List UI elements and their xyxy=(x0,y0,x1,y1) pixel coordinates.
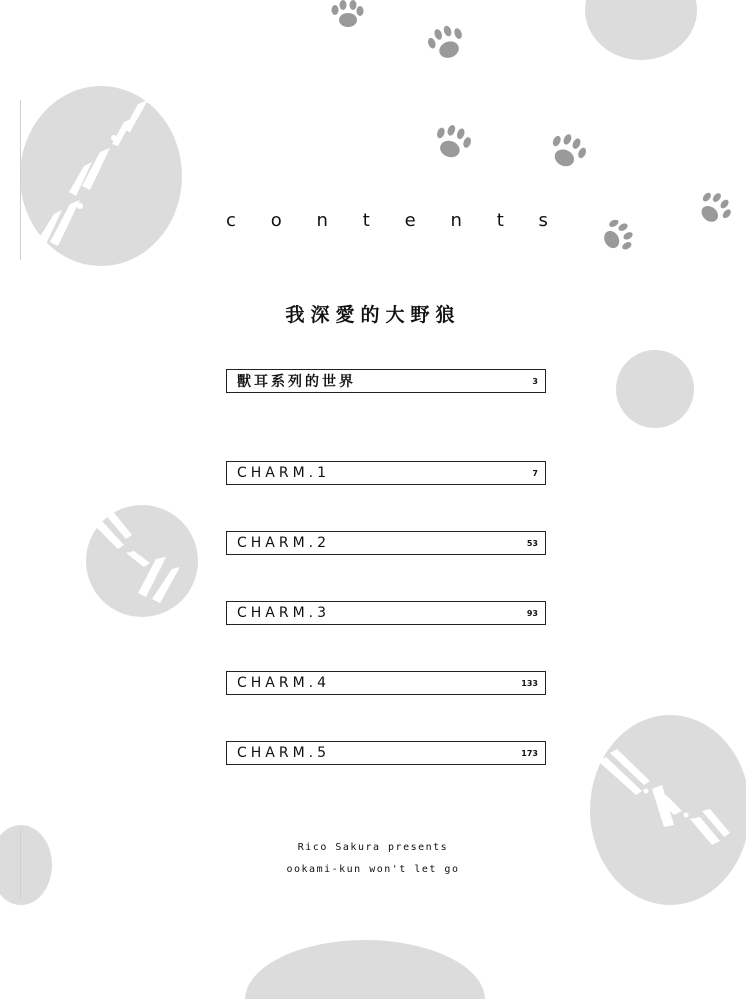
toc-label: 獸耳系列的世界 xyxy=(237,374,356,390)
claw-mark-icon xyxy=(590,715,746,905)
toc-entry-intro[interactable] xyxy=(226,369,546,393)
paw-print-icon xyxy=(544,132,588,172)
toc-page-number: 3 xyxy=(532,376,538,386)
heading-letter: o xyxy=(270,210,282,231)
heading-letter: n xyxy=(316,210,328,231)
toc-page-number: 93 xyxy=(526,608,538,618)
heading-letter: n xyxy=(450,210,462,231)
toc-page-number: 173 xyxy=(521,748,538,758)
book-title: 我深愛的大野狼 xyxy=(285,304,461,326)
toc-entry-charm-4[interactable] xyxy=(226,671,546,695)
toc-label: CHARM.4 xyxy=(237,675,331,691)
claw-mark-icon xyxy=(20,86,182,266)
toc-label: CHARM.3 xyxy=(237,605,331,621)
decor-circle xyxy=(585,0,697,60)
toc-label: CHARM.2 xyxy=(237,535,331,551)
decor-circle xyxy=(245,940,485,999)
heading-letter: e xyxy=(404,210,416,231)
toc-entry-charm-1[interactable] xyxy=(226,461,546,485)
credit-author: Rico Sakura presents xyxy=(297,842,449,853)
paw-print-icon xyxy=(694,192,732,228)
paw-print-icon xyxy=(426,24,468,64)
toc-label: CHARM.5 xyxy=(237,745,331,761)
heading-letter: s xyxy=(538,210,548,231)
toc-entry-charm-3[interactable] xyxy=(226,601,546,625)
toc-page-number: 7 xyxy=(532,468,538,478)
paw-print-icon xyxy=(594,220,638,254)
claw-mark-icon xyxy=(86,505,198,617)
heading-letter: t xyxy=(496,210,504,231)
toc-page-number: 53 xyxy=(526,538,538,548)
toc-label: CHARM.1 xyxy=(237,465,331,481)
toc-entry-charm-5[interactable] xyxy=(226,741,546,765)
toc-page-number: 133 xyxy=(521,678,538,688)
paw-print-icon xyxy=(430,124,472,162)
heading-letter: t xyxy=(362,210,370,231)
credit-title: ookami-kun won't let go xyxy=(286,864,460,875)
heading-letter: c xyxy=(226,210,236,231)
toc-entry-charm-2[interactable] xyxy=(226,531,546,555)
contents-heading xyxy=(226,210,548,231)
decor-circle xyxy=(616,350,694,428)
paw-print-icon xyxy=(326,0,366,30)
